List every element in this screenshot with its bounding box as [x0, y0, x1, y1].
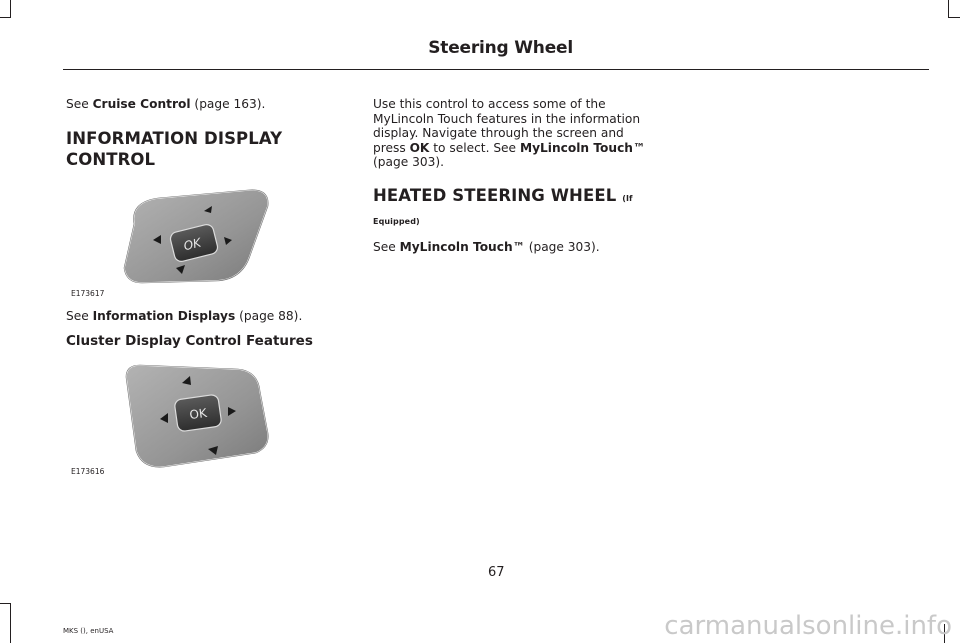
- cruise-control-link[interactable]: Cruise Control: [92, 97, 191, 111]
- ok-button-label: OK: [182, 235, 203, 254]
- cluster-display-control-illustration: [120, 363, 272, 469]
- subheading-cluster-display: Cluster Display Control Features: [66, 333, 313, 349]
- section-heading-heated-steering-wheel: HEATED STEERING WHEEL (If Equipped): [373, 186, 633, 226]
- mylincoln-touch-link[interactable]: MyLincoln Touch™: [399, 240, 525, 254]
- information-displays-link[interactable]: Information Displays: [92, 309, 236, 323]
- information-display-control-illustration: [120, 186, 272, 286]
- crop-mark: [10, 0, 11, 18]
- mylincoln-touch-paragraph: Use this control to access some of the MyLincoln Touch features in the information display. Navigate through the screen and press OK to select. See MyLincoln Touch™ (page 303).: [373, 97, 646, 169]
- figure-code: E173617: [71, 289, 105, 298]
- ok-term: OK: [409, 140, 430, 155]
- page-title: Steering Wheel: [428, 38, 573, 58]
- heated-wheel-reference: See MyLincoln Touch™ (page 303).: [373, 240, 600, 254]
- watermark: carmanualsonline.info: [664, 611, 952, 641]
- information-displays-reference: See Information Displays (page 88).: [66, 309, 303, 323]
- crop-mark: [0, 603, 11, 604]
- crop-mark: [948, 17, 960, 18]
- ok-button-label: OK: [188, 405, 208, 423]
- crop-mark: [10, 603, 11, 643]
- figure-code: E173616: [71, 467, 105, 476]
- header-divider: [63, 69, 929, 70]
- footer-edition: MKS (), enUSA: [63, 627, 114, 635]
- crop-mark: [948, 0, 949, 18]
- cruise-control-reference: See Cruise Control (page 163).: [66, 97, 266, 111]
- crop-mark: [0, 17, 11, 18]
- section-heading-information-display: INFORMATION DISPLAY CONTROL: [66, 129, 283, 169]
- mylincoln-touch-link[interactable]: MyLincoln Touch™: [519, 140, 646, 155]
- page-number: 67: [488, 565, 505, 580]
